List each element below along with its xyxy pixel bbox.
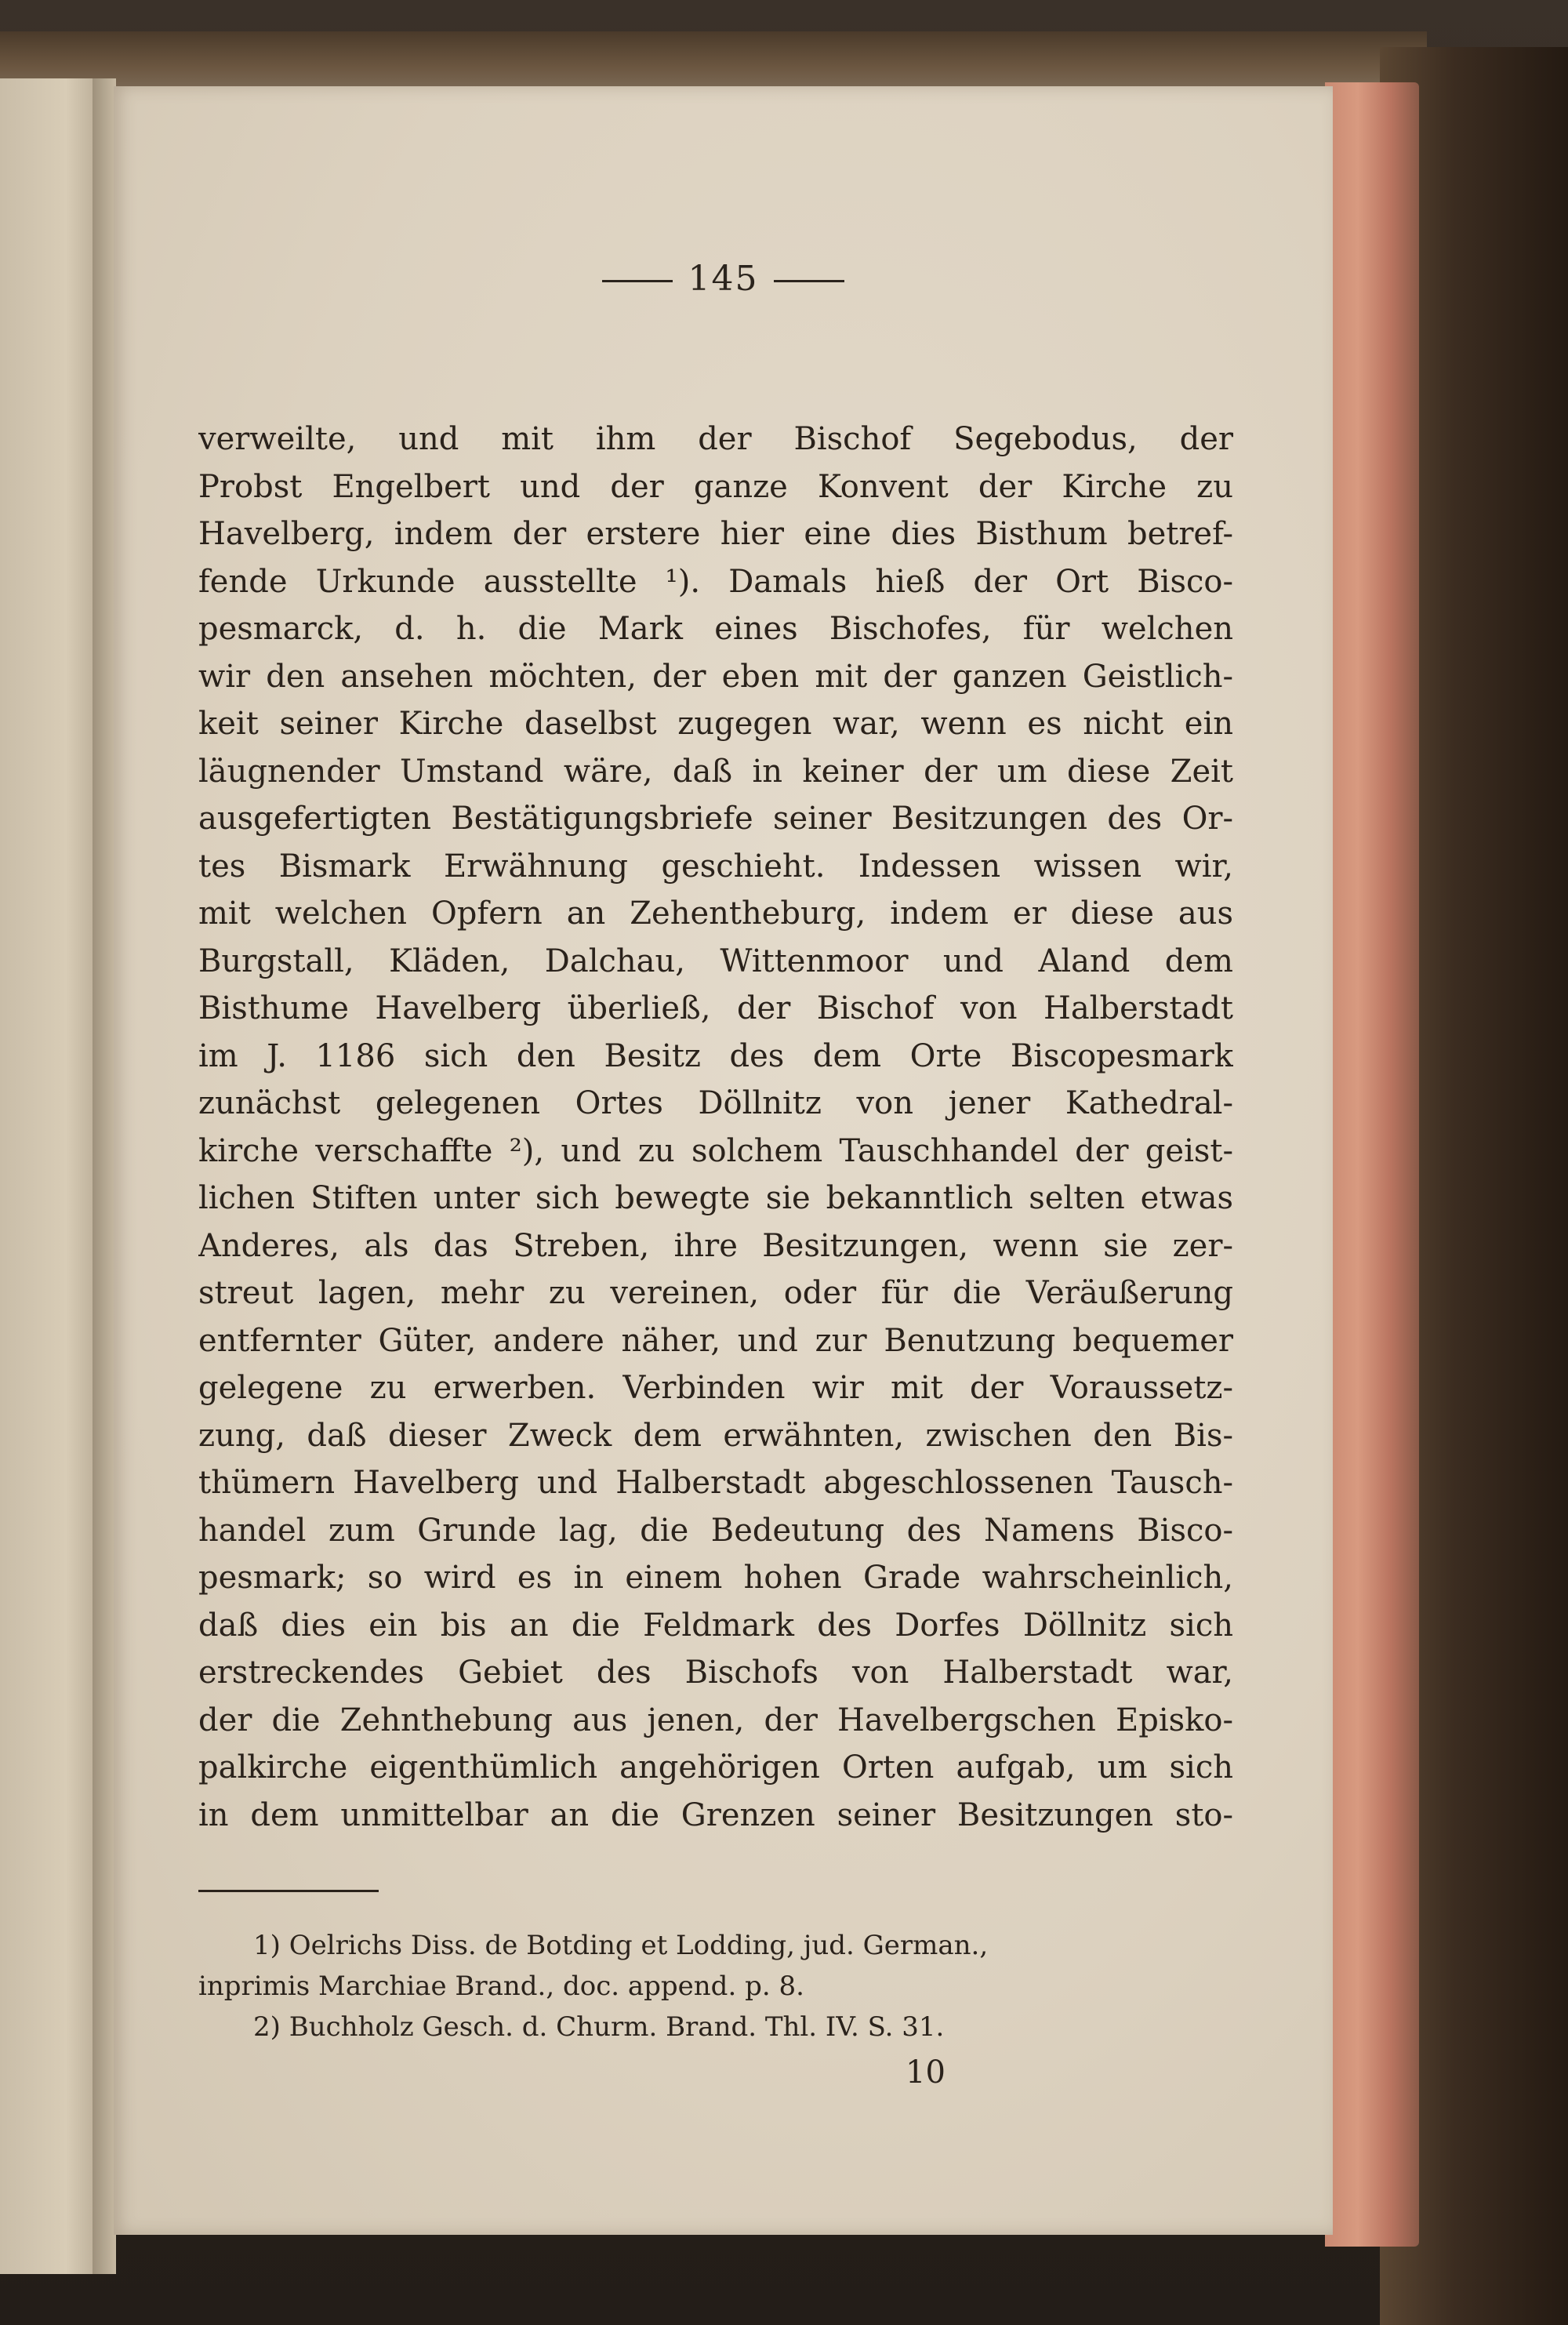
text-line: Anderes, als das Streben, ihre Besitzungen, wenn sie zer- [198, 1227, 1233, 1264]
running-head-dash-left [602, 280, 673, 282]
text-line: thümern Havelberg und Halberstadt abgeschlossenen Tausch- [198, 1465, 1233, 1501]
page-block-edge [1325, 82, 1419, 2247]
text-line: fende Urkunde ausstellte ¹). Damals hieß der Ort Bisco- [198, 563, 1233, 600]
left-facing-page [0, 78, 96, 2274]
signature-mark: 10 [906, 2054, 946, 2091]
text-line: pesmark; so wird es in einem hohen Grade wahrscheinlich, [198, 1560, 1233, 1596]
text-line: wir den ansehen möchten, der eben mit der ganzen Geistlich- [198, 658, 1233, 695]
text-line: tes Bismark Erwähnung geschieht. Indessen wissen wir, [198, 848, 1233, 885]
book-gutter [93, 78, 116, 2274]
text-line: pesmarck, d. h. die Mark eines Bischofes, für welchen [198, 611, 1233, 647]
running-head [114, 259, 1333, 299]
footnote-1-continued: inprimis Marchiae Brand., doc. append. p. 8. [198, 1971, 804, 2002]
text-line: Probst Engelbert und der ganze Konvent der Kirche zu [198, 468, 1233, 505]
text-line: ausgefertigten Bestätigungsbriefe seiner Besitzungen des Or- [198, 801, 1233, 837]
footnote-2: 2) Buchholz Gesch. d. Churm. Brand. Thl. IV. S. 31. [253, 2011, 945, 2043]
footnote-rule [198, 1890, 379, 1892]
text-line: Bisthume Havelberg überließ, der Bischof von Halberstadt [198, 990, 1233, 1026]
book-page [114, 86, 1333, 2235]
text-line: zunächst gelegenen Ortes Döllnitz von jener Kathedral- [198, 1085, 1233, 1121]
text-line: daß dies ein bis an die Feldmark des Dorfes Döllnitz sich [198, 1607, 1233, 1644]
text-line: palkirche eigenthümlich angehörigen Orten aufgab, um sich [198, 1749, 1233, 1786]
text-line: streut lagen, mehr zu vereinen, oder für die Veräußerung [198, 1275, 1233, 1311]
text-line: im J. 1186 sich den Besitz des dem Orte Biscopesmark [198, 1037, 1233, 1074]
text-line: gelegene zu erwerben. Verbinden wir mit der Voraussetz- [198, 1370, 1233, 1406]
text-line: verweilte, und mit ihm der Bischof Segebodus, der [198, 421, 1233, 457]
text-line: Burgstall, Kläden, Dalchau, Wittenmoor und Aland dem [198, 943, 1233, 979]
text-line: keit seiner Kirche daselbst zugegen war, wenn es nicht ein [198, 706, 1233, 742]
body-text [198, 416, 1233, 1839]
book-top-edge [0, 31, 1427, 90]
text-line: mit welchen Opfern an Zehentheburg, indem er diese aus [198, 895, 1233, 932]
text-line: in dem unmittelbar an die Grenzen seiner Besitzungen sto- [198, 1796, 1233, 1833]
running-head-dash-right [774, 280, 844, 282]
text-line: handel zum Grunde lag, die Bedeutung des Namens Bisco- [198, 1512, 1233, 1549]
text-line: zung, daß dieser Zweck dem erwähnten, zwischen den Bis- [198, 1417, 1233, 1454]
text-line: Havelberg, indem der erstere hier eine dies Bisthum betref- [198, 516, 1233, 552]
footnotes [198, 1925, 1233, 2047]
text-line: läugnender Umstand wäre, daß in keiner der um diese Zeit [198, 753, 1233, 790]
text-line: kirche verschaffte ²), und zu solchem Tauschhandel der geist- [198, 1132, 1233, 1169]
text-line: erstreckendes Gebiet des Bischofs von Halberstadt war, [198, 1655, 1233, 1691]
text-line: der die Zehnthebung aus jenen, der Havelbergschen Episko- [198, 1702, 1233, 1738]
text-line: entfernter Güter, andere näher, und zur Benutzung bequemer [198, 1322, 1233, 1359]
footnote-1: 1) Oelrichs Diss. de Botding et Lodding, jud. German., [253, 1930, 989, 1961]
page-number: 145 [688, 259, 759, 299]
text-line: lichen Stiften unter sich bewegte sie bekanntlich selten etwas [198, 1180, 1233, 1216]
